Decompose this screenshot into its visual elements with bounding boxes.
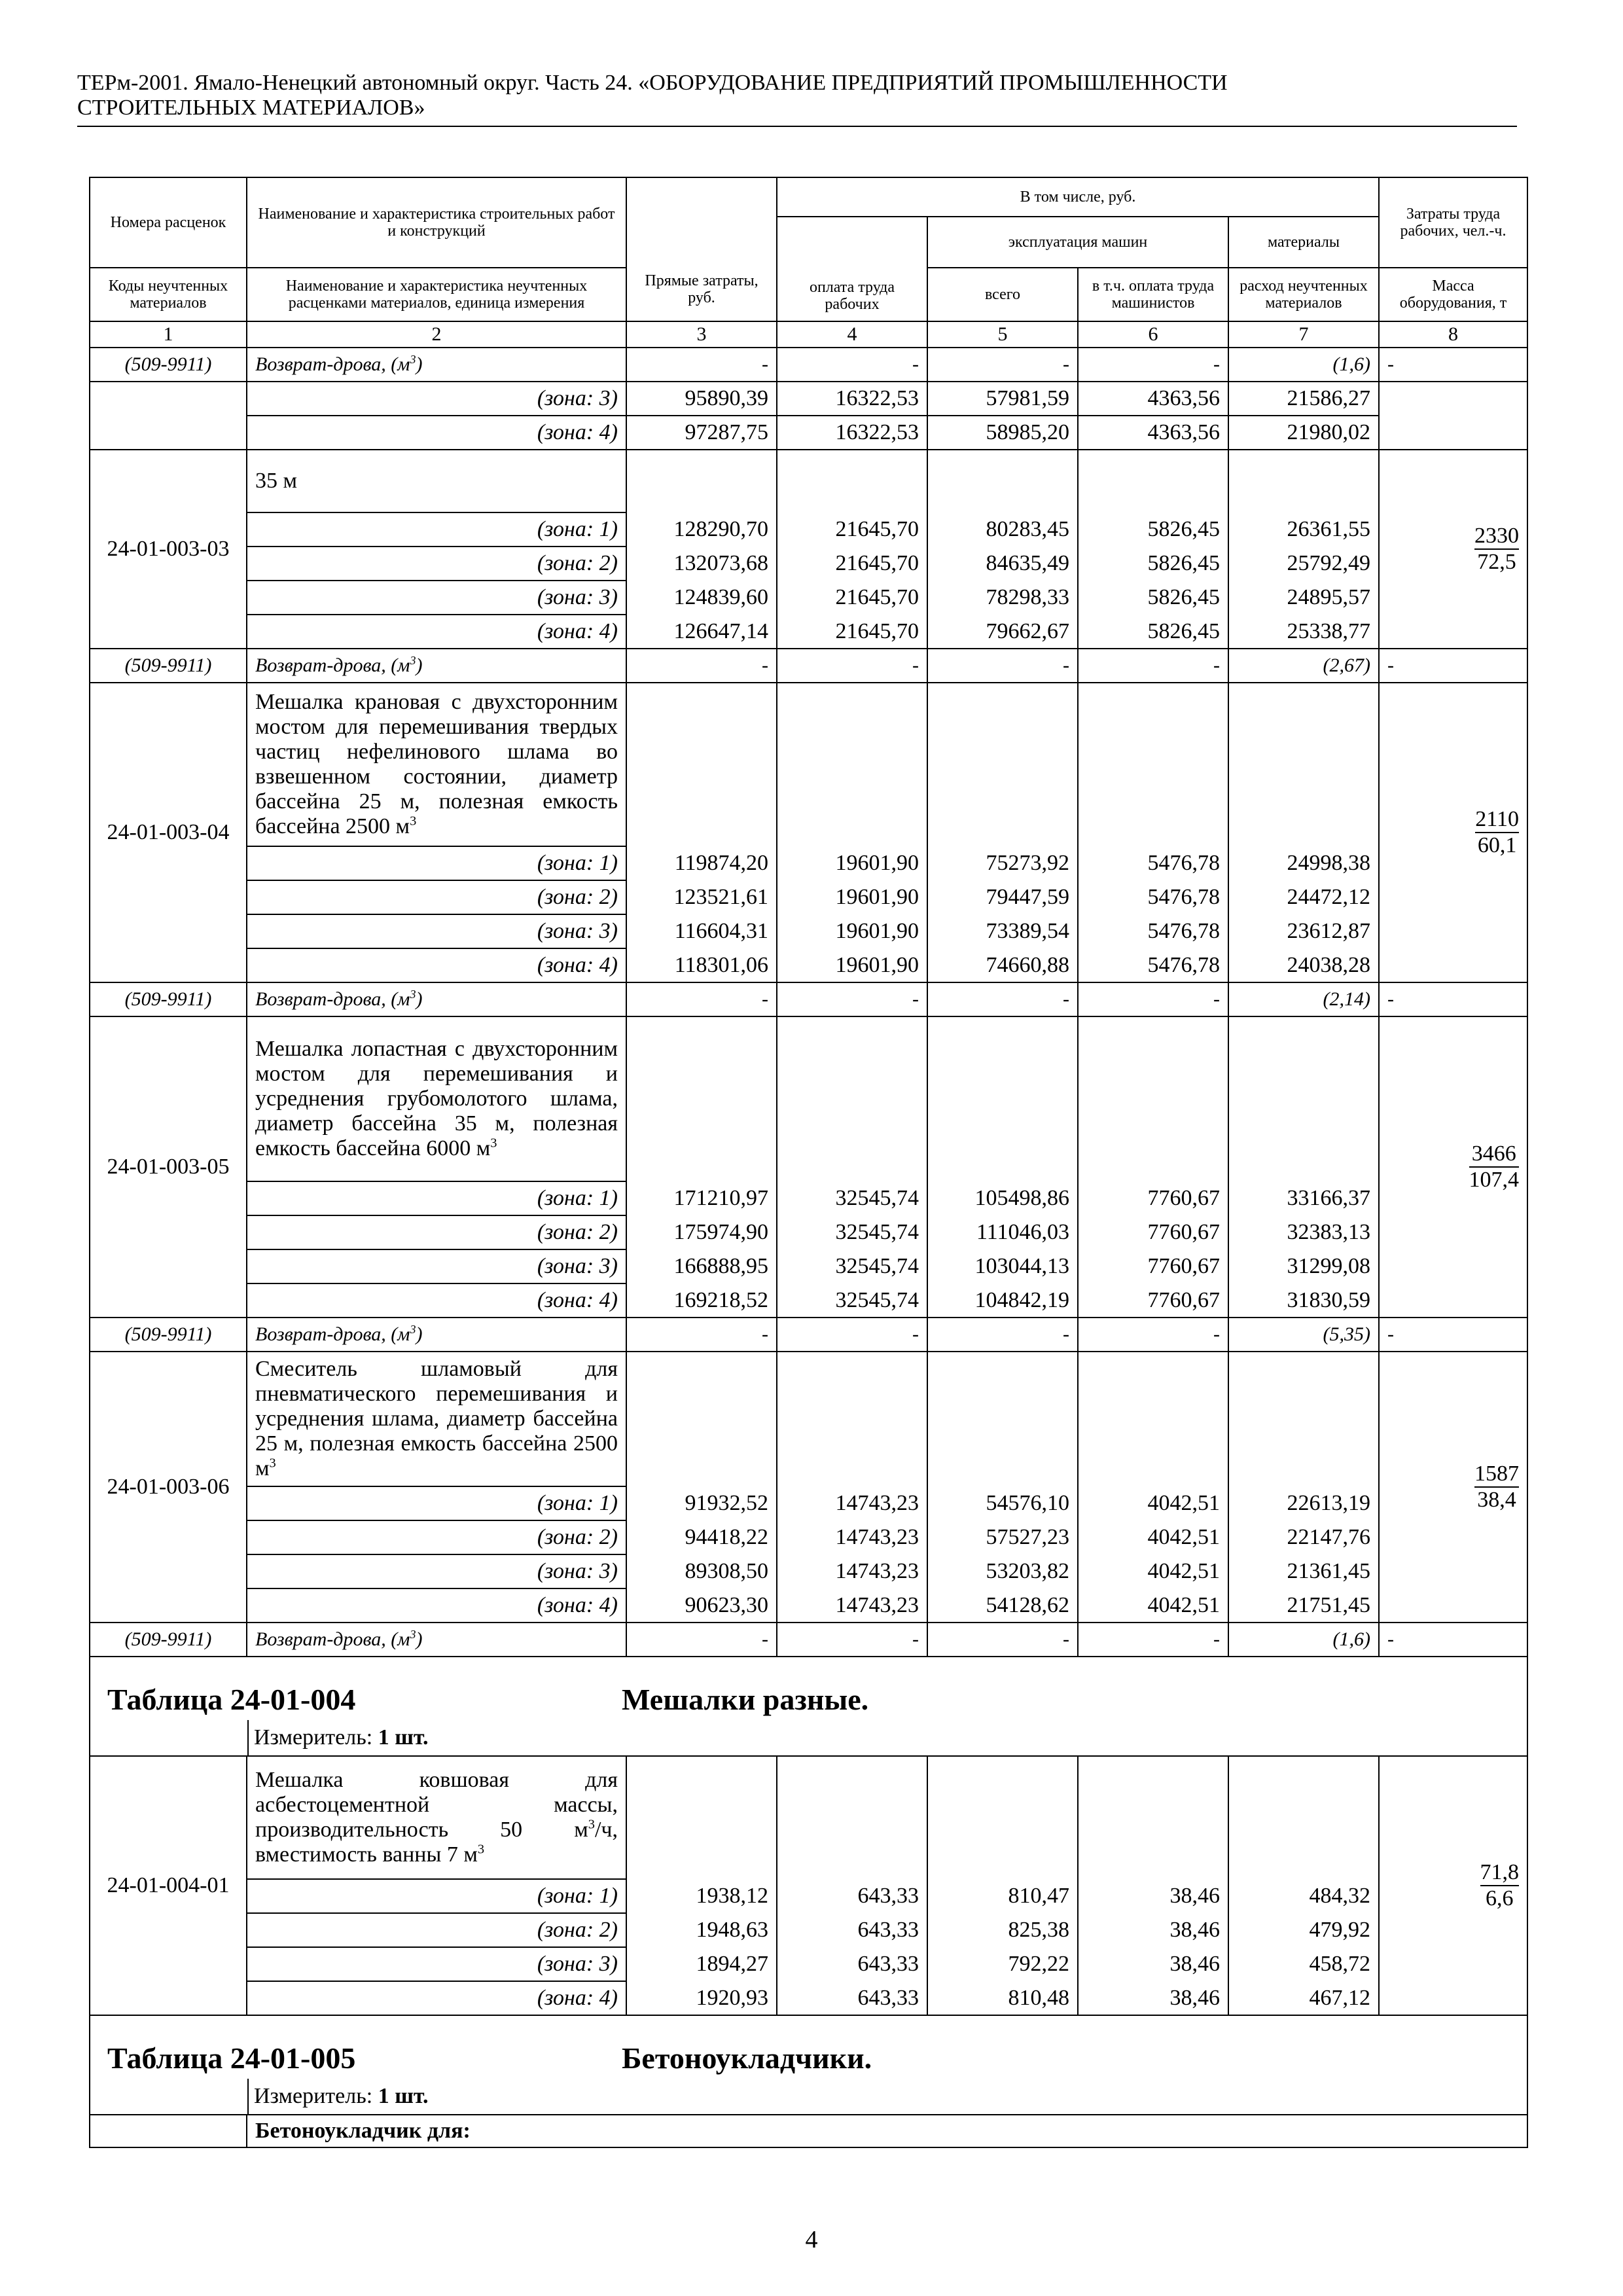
value-cell: 458,72 [1228,1947,1379,1981]
value-cell: 810,47 [927,1879,1078,1913]
value-cell: 5826,45 [1078,547,1228,581]
return-code: (509-9911) [90,649,247,683]
value-cell: 1938,12 [626,1879,777,1913]
labor-value: 71,8 [1480,1860,1520,1886]
rate-code: 24-01-003-05 [90,1016,247,1318]
value-cell: 24895,57 [1228,581,1379,615]
dash: - [777,1318,927,1352]
labor-mass-fraction [1475,807,1519,858]
rate-group [90,1756,1527,2015]
col-number: 5 [927,321,1078,348]
col-machine-operation: эксплуатация машин [927,217,1228,268]
page-header [77,71,1517,120]
zone-label: (зона: 2) [247,880,626,914]
value-cell: 24998,38 [1228,846,1379,880]
return-code: (509-9911) [90,1623,247,1657]
zone-label: (зона: 1) [247,1486,626,1520]
labor-mass-fraction [1480,1860,1520,1911]
value-cell: 78298,33 [927,581,1078,615]
value-cell: 4042,51 [1078,1520,1228,1554]
dash: - [626,649,777,683]
value-cell: 5826,45 [1078,581,1228,615]
table-title: Таблица 24-01-005 [107,2041,356,2075]
value-cell: 21645,70 [777,547,927,581]
return-name: Возврат-дрова, $(м^3)$ [247,982,626,1016]
return-value: (2,14) [1228,982,1379,1016]
value-cell: 21645,70 [777,615,927,649]
rate-group [90,683,1527,1016]
col-equip-mass: Масса оборудования, т [1379,268,1527,321]
value-cell: 32383,13 [1228,1215,1379,1249]
value-cell: 22147,76 [1228,1520,1379,1554]
value-cell: 4042,51 [1078,1486,1228,1520]
value-cell: 80283,45 [927,512,1078,547]
value-cell: 75273,92 [927,846,1078,880]
labor-mass-fraction [1474,524,1519,575]
value-cell: 116604,31 [626,914,777,948]
labor-mass-cell [1379,1016,1527,1318]
value-cell: 16322,53 [777,382,927,416]
value-cell: 14743,23 [777,1486,927,1520]
rates-table [89,177,1528,2148]
table-title-cell [90,2015,1527,2115]
value-cell: 7760,67 [1078,1215,1228,1249]
col-mat-consumption: расход неучтенных материалов [1228,268,1379,321]
dash: - [1078,982,1228,1016]
value-cell: 94418,22 [626,1520,777,1554]
value-cell: 31830,59 [1228,1283,1379,1318]
rate-description: Мешалка лопастная с двухсторонним мостом для перемешивания и усреднения грубомолотого шлама, диаметр бассейна 35 м, полезная емкость бассейна 6000 $м^3$ [247,1016,626,1181]
col-number: 7 [1228,321,1379,348]
value-cell: 103044,13 [927,1249,1078,1283]
labor-mass-cell [1379,450,1527,649]
zone-label: (зона: 1) [247,1879,626,1913]
zone-label: (зона: 2) [247,547,626,581]
value-cell: 24472,12 [1228,880,1379,914]
value-cell: 19601,90 [777,846,927,880]
value-cell: 57527,23 [927,1520,1078,1554]
mass-value: 38,4 [1477,1488,1516,1512]
table-measure: Измеритель: 1 шт. [254,2084,429,2108]
value-cell: 484,32 [1228,1879,1379,1913]
value-cell: 24038,28 [1228,948,1379,982]
dash: - [1078,1623,1228,1657]
value-cell: 4042,51 [1078,1588,1228,1623]
value-cell: 25338,77 [1228,615,1379,649]
value-cell: 95890,39 [626,382,777,416]
table-name: Бетоноукладчики. [622,2041,872,2075]
value-cell: 57981,59 [927,382,1078,416]
zone-label: (зона: 1) [247,846,626,880]
value-cell: 111046,03 [927,1215,1078,1249]
rate-code: 24-01-003-03 [90,450,247,649]
dash: - [777,982,927,1016]
rate-description: Смеситель шламовый для пневматического перемешивания и усреднения шлама, диаметр бассейна 25 м, полезная емкость бассейна 2500 $м^3$ [247,1352,626,1486]
labor-mass-cell [1379,1756,1527,2015]
zone-label: (зона: 3) [247,1554,626,1588]
value-cell: 19601,90 [777,948,927,982]
zone-label: (зона: 2) [247,1520,626,1554]
dash: - [1379,1318,1527,1352]
rate-code: 24-01-003-06 [90,1352,247,1623]
value-cell: 119874,20 [626,846,777,880]
dash: - [1078,1318,1228,1352]
zone-label: (зона: 4) [247,416,626,450]
value-cell: 792,22 [927,1947,1078,1981]
zone-label: (зона: 4) [247,615,626,649]
dash: - [1379,348,1527,382]
return-value: (2,67) [1228,649,1379,683]
rate-description: 35 м [247,450,626,512]
value-cell: 5826,45 [1078,512,1228,547]
value-cell: 5826,45 [1078,615,1228,649]
value-cell: 38,46 [1078,1913,1228,1947]
value-cell: 38,46 [1078,1947,1228,1981]
value-cell: 23612,87 [1228,914,1379,948]
zone-label: (зона: 4) [247,1588,626,1623]
return-value: (1,6) [1228,348,1379,382]
col-number: 4 [777,321,927,348]
col-rate-numbers: Номера расценок [90,177,247,268]
value-cell: 124839,60 [626,581,777,615]
rate-code: 24-01-004-01 [90,1756,247,2015]
dash: - [626,982,777,1016]
value-cell: 1894,27 [626,1947,777,1981]
value-cell: 14743,23 [777,1588,927,1623]
col-total: всего [927,268,1078,321]
value-cell: 7760,67 [1078,1181,1228,1215]
value-cell: 53203,82 [927,1554,1078,1588]
dash: - [626,348,777,382]
rate-group [90,1016,1527,1352]
return-name: Возврат-дрова, $(м^3)$ [247,348,626,382]
value-cell: 123521,61 [626,880,777,914]
zone-label: (зона: 3) [247,914,626,948]
col-mat-codes: Коды неучтенных материалов [90,268,247,321]
value-cell: 5476,78 [1078,880,1228,914]
value-cell: 32545,74 [777,1215,927,1249]
rate-code: 24-01-003-04 [90,683,247,982]
zone-label: (зона: 1) [247,1181,626,1215]
value-cell: 38,46 [1078,1879,1228,1913]
value-cell: 38,46 [1078,1981,1228,2015]
value-cell: 32545,74 [777,1283,927,1318]
value-cell: 74660,88 [927,948,1078,982]
value-cell: 14743,23 [777,1520,927,1554]
col-materials: материалы [1228,217,1379,268]
dash: - [626,1623,777,1657]
value-cell: 1948,63 [626,1913,777,1947]
dash: - [1379,649,1527,683]
value-cell: 25792,49 [1228,547,1379,581]
table-name: Мешалки разные. [622,1683,869,1716]
return-code: (509-9911) [90,982,247,1016]
zone-label: (зона: 3) [247,382,626,416]
value-cell: 128290,70 [626,512,777,547]
return-name: Возврат-дрова, $(м^3)$ [247,1623,626,1657]
rate-description: Мешалка крановая с двухсторонним мостом для перемешивания твердых частиц нефелинового шлама во взвешенном состоянии, диаметр бассейна 25 м, полезная емкость бассейна 2500 $м^3$ [247,683,626,846]
value-cell: 19601,90 [777,914,927,948]
dash: - [1078,348,1228,382]
header-divider [77,126,1517,127]
value-cell: 33166,37 [1228,1181,1379,1215]
rate-group-continued [90,382,1527,450]
col-number: 8 [1379,321,1527,348]
table-title: Таблица 24-01-004 [107,1683,356,1716]
col-work-name: Наименование и характеристика строительных работ и конструкций [247,177,626,268]
value-cell: 19601,90 [777,880,927,914]
value-cell: 4363,56 [1078,416,1228,450]
value-cell: 21645,70 [777,581,927,615]
value-cell: 91932,52 [626,1486,777,1520]
value-cell: 467,12 [1228,1981,1379,2015]
rate-group [90,1352,1527,1657]
header-line-2: СТРОИТЕЛЬНЫХ МАТЕРИАЛОВ» [77,96,425,120]
value-cell: 32545,74 [777,1181,927,1215]
value-cell: 21751,45 [1228,1588,1379,1623]
value-cell: 21361,45 [1228,1554,1379,1588]
value-cell: 26361,55 [1228,512,1379,547]
value-cell: 825,38 [927,1913,1078,1947]
return-name: Возврат-дрова, $(м^3)$ [247,1318,626,1352]
table-title-cell [90,1657,1527,1756]
rate-description: Мешалка ковшовая для асбестоцементной массы, производительность 50 $м^3/ч$, вместимость ванны 7 $м^3$ [247,1756,626,1879]
value-cell: 643,33 [777,1981,927,2015]
labor-value: 1587 [1474,1462,1519,1488]
value-cell: 22613,19 [1228,1486,1379,1520]
value-cell: 58985,20 [927,416,1078,450]
page-number: 4 [805,2226,818,2253]
col-in-total: В том числе, руб. [777,177,1379,217]
dash: - [777,649,927,683]
value-cell: 171210,97 [626,1181,777,1215]
value-cell: 97287,75 [626,416,777,450]
zone-label: (зона: 4) [247,948,626,982]
rate-group [90,450,1527,683]
labor-value: 3466 [1469,1141,1520,1168]
dash: - [927,1318,1078,1352]
table-subheading: Бетоноукладчик для: [247,2115,1527,2147]
zone-label: (зона: 4) [247,1283,626,1318]
value-cell: 7760,67 [1078,1249,1228,1283]
table-section [90,1657,1527,1756]
value-cell: 79447,59 [927,880,1078,914]
mass-value: 6,6 [1486,1886,1514,1910]
col-number: 6 [1078,321,1228,348]
value-cell: 126647,14 [626,615,777,649]
value-cell: 118301,06 [626,948,777,982]
return-code: (509-9911) [90,348,247,382]
dash: - [927,348,1078,382]
zone-label: (зона: 1) [247,512,626,547]
labor-mass-cell [1379,1352,1527,1623]
value-cell: 166888,95 [626,1249,777,1283]
value-cell: 643,33 [777,1913,927,1947]
dash: - [777,348,927,382]
value-cell: 479,92 [1228,1913,1379,1947]
value-cell: 643,33 [777,1947,927,1981]
value-cell: 7760,67 [1078,1283,1228,1318]
col-mat-name: Наименование и характеристика неучтенных расценками материалов, единица измерения [247,268,626,321]
return-value: (1,6) [1228,1623,1379,1657]
value-cell: 4042,51 [1078,1554,1228,1588]
value-cell: 21645,70 [777,512,927,547]
value-cell: 132073,68 [626,547,777,581]
value-cell: 104842,19 [927,1283,1078,1318]
col-worker-pay: оплата труда рабочих [777,217,927,321]
value-cell: 16322,53 [777,416,927,450]
value-cell: 810,48 [927,1981,1078,2015]
zone-label: (зона: 3) [247,1249,626,1283]
value-cell: 5476,78 [1078,914,1228,948]
value-cell: 169218,52 [626,1283,777,1318]
labor-value: 2330 [1474,524,1519,550]
dash: - [1379,982,1527,1016]
return-code: (509-9911) [90,1318,247,1352]
value-cell: 79662,67 [927,615,1078,649]
labor-mass-fraction [1474,1462,1519,1513]
zone-label: (зона: 3) [247,581,626,615]
dash: - [777,1623,927,1657]
header-line-1: ТЕРм-2001. Ямало-Ненецкий автономный округ. Часть 24. «ОБОРУДОВАНИЕ ПРЕДПРИЯТИЙ ПРОМЫШЛЕННОСТИ [77,71,1228,95]
value-cell: 643,33 [777,1879,927,1913]
labor-mass-fraction [1469,1141,1520,1193]
value-cell: 105498,86 [927,1181,1078,1215]
dash: - [927,982,1078,1016]
dash: - [626,1318,777,1352]
dash: - [1379,1623,1527,1657]
zone-label: (зона: 3) [247,1947,626,1981]
value-cell: 90623,30 [626,1588,777,1623]
value-cell: 21980,02 [1228,416,1379,450]
value-cell: 1920,93 [626,1981,777,2015]
mass-value: 107,4 [1469,1168,1519,1192]
value-cell: 89308,50 [626,1554,777,1588]
col-number: 3 [626,321,777,348]
table-measure: Измеритель: 1 шт. [254,1725,429,1749]
zone-label: (зона: 4) [247,1981,626,2015]
labor-value: 2110 [1475,807,1519,833]
value-cell: 4363,56 [1078,382,1228,416]
col-machinist-pay: в т.ч. оплата труда машинистов [1078,268,1228,321]
return-value: (5,35) [1228,1318,1379,1352]
value-cell: 73389,54 [927,914,1078,948]
col-direct-costs: Прямые затраты, руб. [626,177,777,321]
mass-value: 60,1 [1477,833,1517,857]
dash: - [927,1623,1078,1657]
mass-value: 72,5 [1477,550,1516,574]
value-cell: 84635,49 [927,547,1078,581]
value-cell: 54128,62 [927,1588,1078,1623]
zone-label: (зона: 2) [247,1215,626,1249]
value-cell: 21586,27 [1228,382,1379,416]
zone-label: (зона: 2) [247,1913,626,1947]
value-cell: 14743,23 [777,1554,927,1588]
labor-mass-cell [1379,683,1527,982]
col-number: 1 [90,321,247,348]
col-labor: Затраты труда рабочих, чел.-ч. [1379,177,1527,268]
value-cell: 5476,78 [1078,948,1228,982]
dash: - [1078,649,1228,683]
dash: - [927,649,1078,683]
value-cell: 32545,74 [777,1249,927,1283]
value-cell: 5476,78 [1078,846,1228,880]
value-cell: 31299,08 [1228,1249,1379,1283]
return-name: Возврат-дрова, $(м^3)$ [247,649,626,683]
table-section [90,2015,1527,2147]
value-cell: 175974,90 [626,1215,777,1249]
value-cell: 54576,10 [927,1486,1078,1520]
col-number: 2 [247,321,626,348]
